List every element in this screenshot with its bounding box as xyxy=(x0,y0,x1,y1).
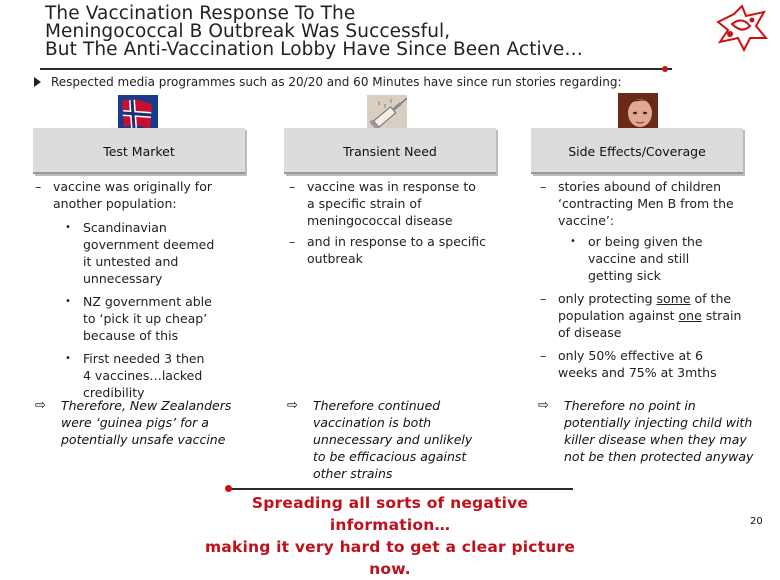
list-item: • Scandinavian government deemed it untested and unnecessary xyxy=(63,219,223,287)
summary-divider-dot xyxy=(225,485,232,492)
summary-line-2: making it very hard to get a clear picture now. xyxy=(204,538,576,578)
column-transient-need xyxy=(287,178,492,267)
list-item: • NZ government able to ‘pick it up cheap’ because of this xyxy=(63,293,223,344)
list-item: – only 50% effective at 6 weeks and 75% at 3mths xyxy=(538,347,728,381)
list-item: • or being given the vaccine and still getting sick xyxy=(568,233,728,284)
list-item: – vaccine was in response to a specific strain of meningococcal disease xyxy=(287,178,482,229)
list-item: – and in response to a specific outbreak xyxy=(287,233,487,267)
summary-text xyxy=(200,492,580,580)
title-line-1: The Vaccination Response To The xyxy=(45,3,356,24)
list-item: – stories abound of children ‘contracting Men B from the vaccine’: xyxy=(538,178,743,229)
conclusion-side-effects: ⇨ Therefore no point in potentially injecting child with killer disease when they may not be then protected anyway xyxy=(538,397,754,465)
conclusion-test-market: ⇨ Therefore, New Zealanders were ‘guinea pigs’ for a potentially unsafe vaccine xyxy=(35,397,241,448)
summary-divider xyxy=(228,488,573,490)
title-line-3: But The Anti-Vaccination Lobby Have Since Been Active… xyxy=(45,39,583,60)
list-item: • First needed 3 then 4 vaccines…lacked credibility xyxy=(63,350,213,401)
header-transient-need: Transient Need xyxy=(284,128,496,174)
title-divider xyxy=(40,68,672,70)
slide-title xyxy=(45,5,685,59)
child-photo-icon xyxy=(618,93,658,133)
list-item: – only protecting some of the population against one strain of disease xyxy=(538,290,743,341)
column-side-effects xyxy=(538,178,753,381)
title-divider-dot xyxy=(662,66,668,72)
summary-line-1: Spreading all sorts of negative information… xyxy=(251,494,529,534)
title-line-2: Meningococcal B Outbreak Was Successful, xyxy=(45,21,451,42)
starburst-logo-icon xyxy=(712,4,770,52)
column-test-market xyxy=(33,178,245,401)
page-number: 20 xyxy=(750,516,763,527)
header-side-effects: Side Effects/Coverage xyxy=(531,128,743,174)
conclusion-transient-need: ⇨ Therefore continued vaccination is both unnecessary and unlikely to be efficacious against other strains xyxy=(287,397,488,482)
intro-text: Respected media programmes such as 20/20 and 60 Minutes have since run stories regarding: xyxy=(51,75,622,89)
header-test-market: Test Market xyxy=(33,128,245,174)
list-item: – vaccine was originally for another population: xyxy=(33,178,245,212)
bullet-arrow-icon xyxy=(34,77,41,87)
intro-bullet xyxy=(34,75,622,89)
